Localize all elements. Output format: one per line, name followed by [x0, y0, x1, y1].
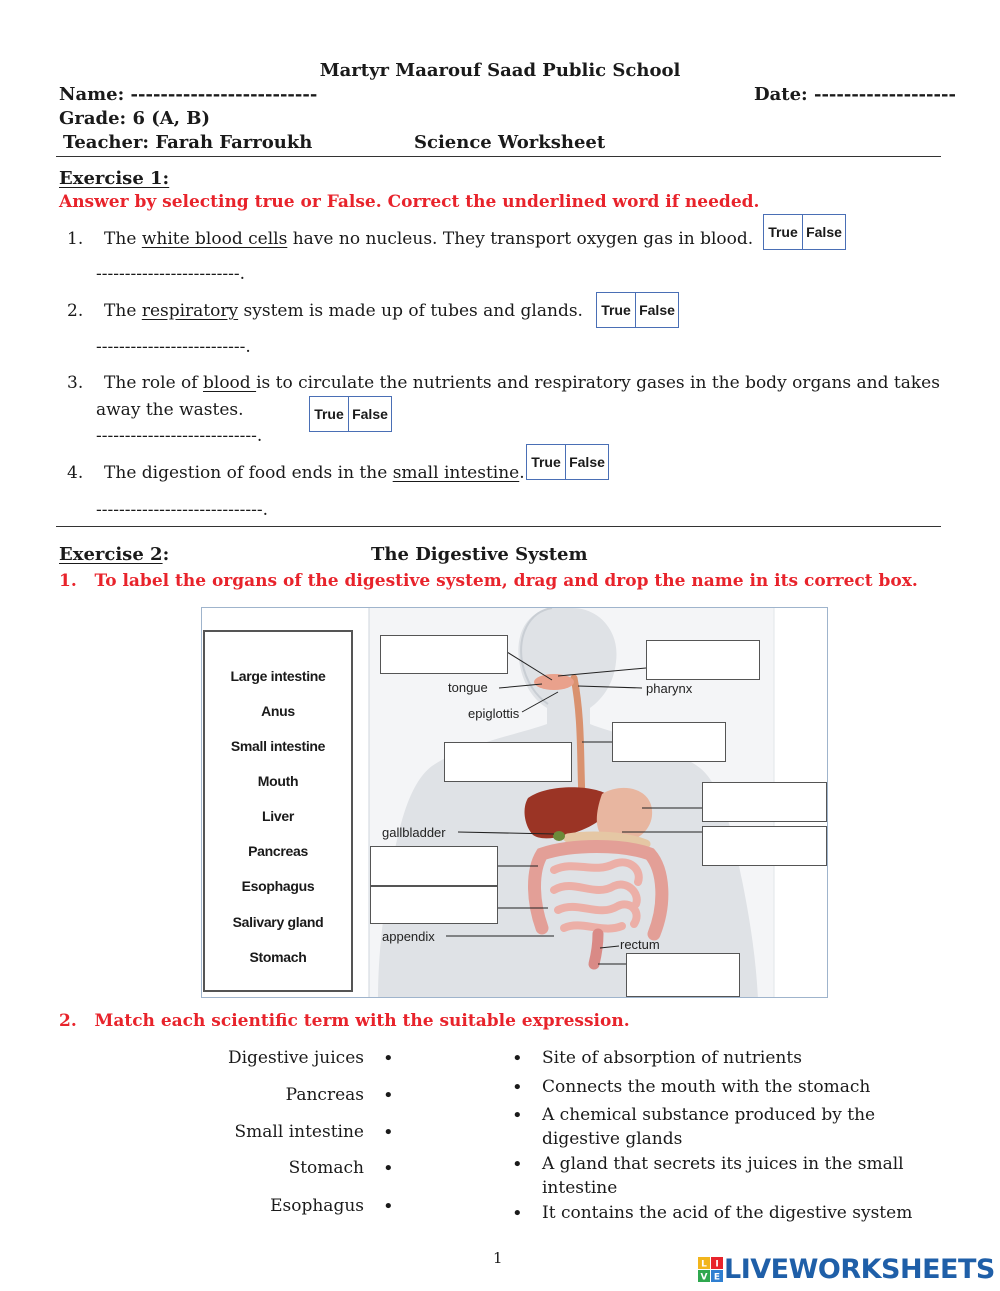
match-dot-left[interactable]: • [383, 1048, 394, 1069]
expression-4 [542, 1152, 904, 1200]
expression-4-line1: A gland that secrets its juices in the small [542, 1154, 904, 1174]
question-text-post: is to circulate the nutrients and respiratory gases in the body organs and takes [256, 373, 940, 393]
drop-box-mouth-area[interactable] [380, 635, 508, 674]
liveworksheets-logo-icon [698, 1257, 724, 1283]
false-option[interactable]: False [806, 224, 842, 240]
term-esophagus: Esophagus [270, 1196, 364, 1216]
expression-5: It contains the acid of the digestive system [542, 1203, 913, 1223]
term-stomach: Stomach [288, 1158, 364, 1178]
drop-box-pancreas-area[interactable] [702, 826, 827, 866]
expression-3-line2: digestive glands [542, 1129, 683, 1149]
match-dot-right[interactable]: • [512, 1048, 523, 1069]
question-text-pre: The [104, 229, 142, 249]
false-option[interactable]: False [352, 406, 388, 422]
match-dot-left[interactable]: • [383, 1085, 394, 1106]
word-mouth[interactable]: Mouth [257, 773, 299, 789]
false-option[interactable]: False [639, 302, 675, 318]
drop-box-stomach-area[interactable] [702, 782, 827, 822]
question-text-pre: The digestion of food ends in the [104, 463, 393, 483]
underlined-word: blood [203, 373, 257, 393]
match-dot-right[interactable]: • [512, 1203, 523, 1224]
word-esophagus[interactable]: Esophagus [241, 878, 315, 894]
label-rectum: rectum [620, 937, 660, 952]
exercise2-title-text: Exercise 2 [59, 544, 163, 565]
word-bank [203, 630, 353, 992]
true-option[interactable]: True [310, 397, 349, 431]
expression-3-line1: A chemical substance produced by the [542, 1105, 876, 1125]
page-number: 1 [493, 1249, 503, 1267]
drop-box-anus-area[interactable] [626, 953, 740, 997]
question-4 [67, 463, 525, 483]
grade: Grade: 6 (A, B) [59, 108, 211, 129]
exercise2-question1: 1. To label the organs of the digestive system, drag and drop the name in its correct box. [59, 571, 918, 591]
match-dot-right[interactable]: • [512, 1077, 523, 1098]
true-option[interactable]: True [597, 293, 636, 327]
expression-3 [542, 1103, 875, 1151]
logo-letter: E [713, 1272, 721, 1282]
true-option[interactable]: True [764, 215, 803, 249]
logo-letter: I [715, 1259, 719, 1269]
match-dot-right[interactable]: • [512, 1105, 523, 1126]
label-epiglottis: epiglottis [468, 706, 520, 721]
match-dot-left[interactable]: • [383, 1122, 394, 1143]
match-dot-left[interactable]: • [383, 1196, 394, 1217]
teacher: Teacher: Farah Farroukh [63, 132, 313, 153]
word-small-intestine[interactable]: Small intestine [230, 738, 326, 754]
answer-blank-2[interactable]: --------------------------. [96, 337, 251, 357]
answer-blank-3[interactable]: ----------------------------. [96, 426, 263, 446]
term-small-intestine: Small intestine [234, 1122, 364, 1142]
subject-title: Science Worksheet [414, 132, 606, 153]
name-label: Name: [59, 84, 125, 105]
name-blank[interactable]: ------------------------- [130, 84, 318, 105]
section-divider [56, 526, 941, 527]
true-false-box-4 [526, 444, 609, 480]
exercise1-title: Exercise 1: [59, 168, 170, 189]
term-pancreas: Pancreas [285, 1085, 364, 1105]
word-anus[interactable]: Anus [261, 703, 295, 719]
drop-box-small-intestine-area[interactable] [370, 886, 498, 924]
expression-2: Connects the mouth with the stomach [542, 1077, 871, 1097]
question-1 [67, 229, 753, 249]
question-number: 4. [67, 463, 84, 483]
word-salivary-gland[interactable]: Salivary gland [232, 914, 324, 930]
school-name: Martyr Maarouf Saad Public School [319, 60, 681, 81]
liveworksheets-logo [698, 1254, 995, 1285]
word-large-intestine[interactable]: Large intestine [230, 668, 326, 684]
header-divider [56, 156, 941, 157]
date-blank[interactable]: ------------------- [813, 84, 956, 105]
true-false-box-2 [596, 292, 679, 328]
drop-box-esophagus-area[interactable] [612, 722, 726, 762]
word-liver[interactable]: Liver [262, 808, 294, 824]
name-line [59, 84, 317, 105]
question-3 [67, 373, 940, 393]
question-number: 2. [67, 301, 84, 321]
date-line [754, 84, 956, 105]
exercise2-title [59, 544, 169, 565]
exercise2-subtitle: The Digestive System [371, 544, 588, 565]
answer-blank-4[interactable]: -----------------------------. [96, 500, 268, 520]
question-text-pre: The [104, 301, 142, 321]
label-tongue: tongue [448, 680, 488, 695]
word-stomach[interactable]: Stomach [249, 949, 307, 965]
answer-blank-1[interactable]: -------------------------. [96, 264, 246, 284]
true-false-box-3 [309, 396, 392, 432]
term-digestive-juices: Digestive juices [227, 1048, 364, 1068]
true-option[interactable]: True [527, 445, 566, 479]
true-false-box-1 [763, 214, 846, 250]
logo-letter: L [701, 1259, 707, 1269]
question-text-post: system is made up of tubes and glands. [238, 301, 583, 321]
label-pharynx: pharynx [646, 681, 693, 696]
date-label: Date: [754, 84, 808, 105]
logo-letter: V [700, 1272, 708, 1282]
question-text-post: . [519, 463, 525, 483]
drop-box-liver-area[interactable] [444, 742, 572, 782]
question-3-line2: away the wastes. [96, 400, 244, 420]
question-text-post: have no nucleus. They transport oxygen gas in blood. [287, 229, 754, 249]
underlined-word: small intestine [392, 463, 520, 483]
match-dot-right[interactable]: • [512, 1154, 523, 1175]
liveworksheets-brand: LIVEWORKSHEETS [724, 1254, 995, 1285]
question-2 [67, 301, 583, 321]
exercise2-title-colon: : [162, 544, 170, 565]
exercise1-instruction: Answer by selecting true or False. Correct the underlined word if needed. [59, 192, 760, 212]
question-text-pre: The role of [104, 373, 203, 393]
label-appendix: appendix [382, 929, 435, 944]
question-number: 3. [67, 373, 84, 393]
false-option[interactable]: False [569, 454, 605, 470]
expression-4-line2: intestine [542, 1178, 618, 1198]
word-pancreas[interactable]: Pancreas [248, 843, 308, 859]
expression-1: Site of absorption of nutrients [542, 1048, 802, 1068]
drop-box-upper-right[interactable] [646, 640, 760, 680]
question-number: 1. [67, 229, 84, 249]
exercise2-question2: 2. Match each scientific term with the suitable expression. [59, 1011, 630, 1031]
drop-box-large-intestine-area[interactable] [370, 846, 498, 886]
label-gallbladder: gallbladder [382, 825, 446, 840]
match-dot-left[interactable]: • [383, 1158, 394, 1179]
underlined-word: respiratory [141, 301, 239, 321]
underlined-word: white blood cells [141, 229, 288, 249]
